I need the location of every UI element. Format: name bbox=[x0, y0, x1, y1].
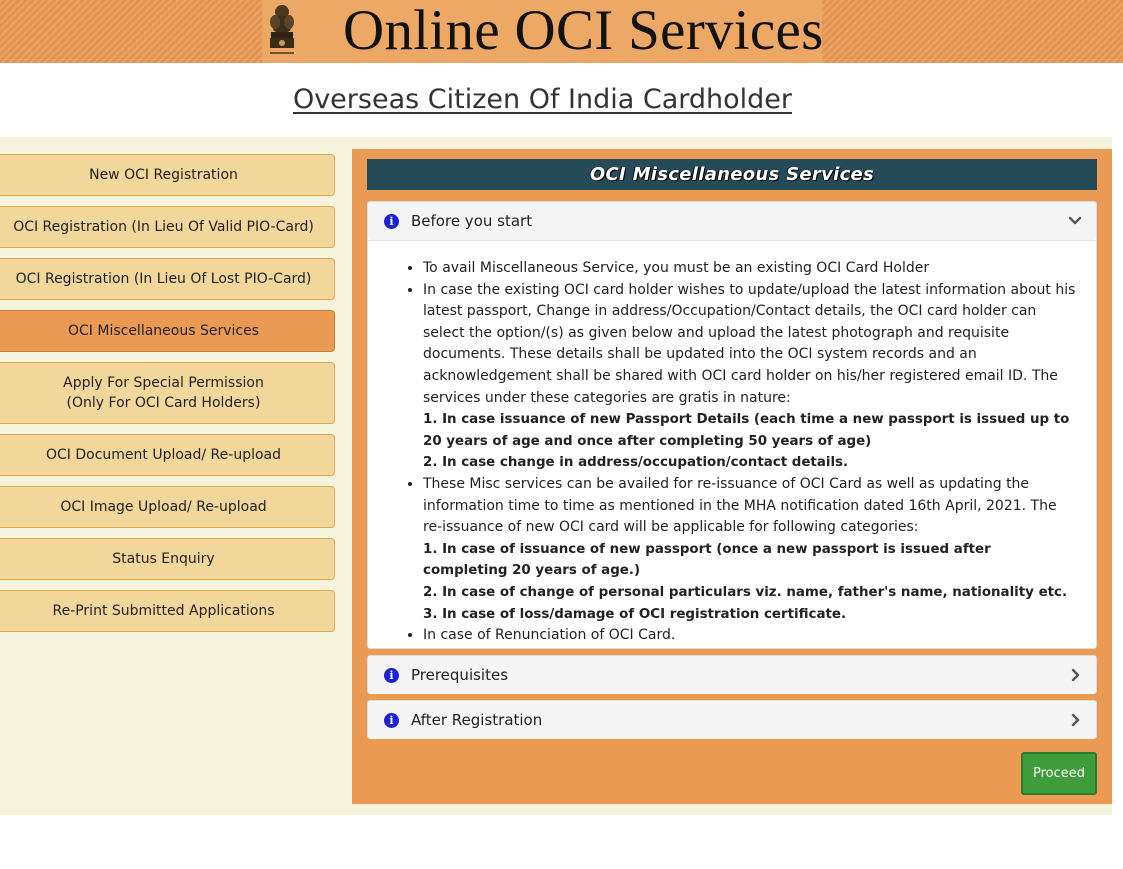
bold-note: 2. In case change in address/occupation/contact details. bbox=[423, 455, 849, 471]
accordion-header-prerequisites[interactable] bbox=[368, 656, 1096, 694]
sidebar-item-oci-registration-valid-pio[interactable]: OCI Registration (In Lieu Of Valid PIO-Card) bbox=[0, 206, 335, 248]
bold-note: 1. In case issuance of new Passport Details (each time a new passport is issued up to 20 years of age and once after completing 50 years of age) bbox=[423, 412, 1070, 449]
accordion-after-registration bbox=[367, 700, 1097, 739]
sidebar-item-oci-registration-lost-pio[interactable]: OCI Registration (In Lieu Of Lost PIO-Card) bbox=[0, 258, 335, 300]
info-icon: i bbox=[384, 713, 399, 728]
accordion-title: Before you start bbox=[411, 212, 533, 230]
sidebar-item-special-permission[interactable]: Apply For Special Permission (Only For OCI Card Holders) bbox=[0, 362, 335, 424]
chevron-down-icon bbox=[1068, 214, 1082, 228]
accordion-header-before-you-start[interactable] bbox=[368, 202, 1096, 240]
page-subtitle: Overseas Citizen Of India Cardholder bbox=[292, 84, 793, 115]
bold-note: 3. In case of loss/damage of OCI registration certificate. bbox=[423, 606, 847, 622]
bold-note: 2. In case of change of personal particulars viz. name, father's name, nationality etc. bbox=[423, 584, 1068, 600]
proceed-button[interactable]: Proceed bbox=[1021, 752, 1097, 795]
accordion-title: After Registration bbox=[411, 711, 543, 729]
accordion-before-you-start bbox=[367, 201, 1097, 649]
list-item: • To avail Miscellaneous Service, you must be an existing OCI Card Holder bbox=[423, 258, 1078, 280]
bold-note: 1. In case of issuance of new passport (once a new passport is issued after completing 20 years of age.) bbox=[423, 541, 991, 579]
accordion-prerequisites bbox=[367, 655, 1097, 694]
list-item: • In case the existing OCI card holder wishes to update/upload the latest information about his latest passport, Change in address/Occupation/Contact details, the OCI card holder can select the option/(s) as given below and upload the latest photograph and requisite documents. These details shall be updated into the OCI system records and an acknowledgement shall be shared with OCI card holder on his/her registered email ID. The services under these categories are gratis in nature: 1. In case issuance of new Passport Details (each time a new passport is issued up to 20 years of age and once after completing 50 years of age) 2. In case change in address/occupation/contact details. bbox=[423, 280, 1078, 474]
sidebar-item-new-oci-registration[interactable]: New OCI Registration bbox=[0, 154, 335, 196]
accordion-body-before-you-start bbox=[368, 240, 1096, 667]
list-item: • In case of Renunciation of OCI Card. bbox=[423, 625, 1078, 647]
sidebar-item-document-upload[interactable]: OCI Document Upload/ Re-upload bbox=[0, 434, 335, 476]
chevron-right-icon bbox=[1068, 713, 1082, 727]
sidebar-item-oci-miscellaneous-services[interactable]: OCI Miscellaneous Services bbox=[0, 310, 335, 352]
list-item: • These Misc services can be availed for re-issuance of OCI Card as well as updating the information time to time as mentioned in the MHA notification dated 16th April, 2021. The re-issuance of new OCI card will be applicable for following categories: 1. In case of issuance of new passport (once a new passport is issued after completing 20 years of age.) 2. In case of change of personal particulars viz. name, father's name, nationality etc. 3. In case of loss/damage of OCI registration certificate. bbox=[423, 474, 1078, 625]
national-emblem-icon bbox=[264, 2, 300, 60]
accordion-header-after-registration[interactable] bbox=[368, 701, 1096, 739]
accordion-title: Prerequisites bbox=[411, 666, 509, 684]
sidebar-item-status-enquiry[interactable]: Status Enquiry bbox=[0, 538, 335, 580]
info-icon: i bbox=[384, 214, 399, 229]
panel-title: OCI Miscellaneous Services bbox=[367, 159, 1097, 190]
sidebar-item-image-upload[interactable]: OCI Image Upload/ Re-upload bbox=[0, 486, 335, 528]
chevron-right-icon bbox=[1068, 668, 1082, 682]
info-icon: i bbox=[384, 668, 399, 683]
sidebar-item-reprint-applications[interactable]: Re-Print Submitted Applications bbox=[0, 590, 335, 632]
site-title: Online OCI Services bbox=[343, 0, 824, 62]
